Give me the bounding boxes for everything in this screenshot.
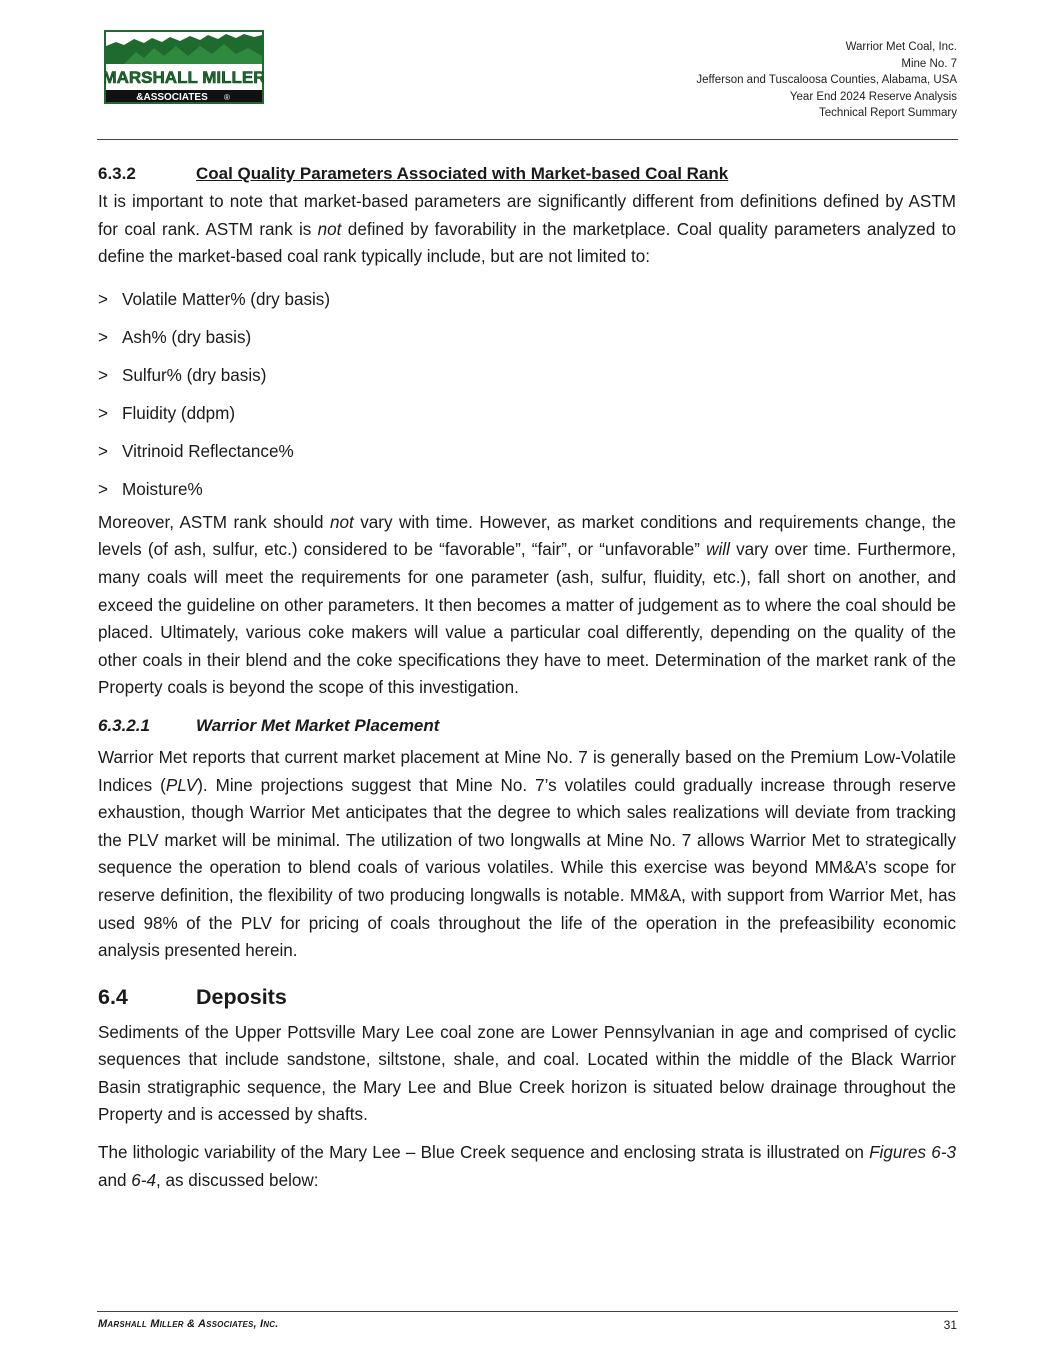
bullet-marker: > [98,479,108,499]
list-item: > Ash% (dry basis) [98,319,956,357]
paragraph-deposits-sediments: Sediments of the Upper Pottsville Mary Lee coal zone are Lower Pennsylvanian in age and comprised of cyclic sequences that include sandstone, siltstone, shale, and coal. Located within the middle of the Black Warrior Basin stratigraphic sequence, the Mary Lee and Blue Creek horizon is situated below drainage throughout the Property and is accessed by shafts. [98,1022,956,1125]
section-title: Deposits [196,984,287,1009]
header-mine: Mine No. 7 [901,57,957,70]
logo-subtext: &ASSOCIATES [136,92,208,103]
section-number: 6.3.2 [98,164,136,183]
paragraph-lithologic-variability: The lithologic variability of the Mary Lee – Blue Creek sequence and enclosing strata is illustrated on Figures 6-3 and 6-4, as discussed below: [98,1143,956,1190]
list-item: > Volatile Matter% (dry basis) [98,281,956,319]
logo-registered-mark: ® [224,93,230,102]
list-item: > Vitrinoid Reflectance% [98,433,956,471]
header-report-type: Technical Report Summary [818,107,957,120]
header-analysis: Year End 2024 Reserve Analysis [789,90,957,103]
section-6-4-heading [98,981,956,1013]
section-6-3-2-heading [98,160,956,188]
list-item: > Sulfur% (dry basis) [98,357,956,395]
bullet-marker: > [98,327,108,347]
footer-company: Marshall Miller & Associates, Inc. [98,1318,279,1330]
page-number: 31 [943,1318,957,1332]
section-6-3-2-1-heading [98,712,956,740]
header-info [696,39,957,122]
list-item: > Fluidity (ddpm) [98,395,956,433]
company-logo [104,30,264,104]
bullet-marker: > [98,403,108,423]
header-divider [97,139,958,140]
paragraph-market-placement: Warrior Met reports that current market placement at Mine No. 7 is generally based on the Premium Low-Volatile Indices (PLV). Mine projections suggest that Mine No. 7’s volatiles could gradually increase through reserve exhaustion, though Warrior Met anticipates that the degree to which sales realizations will deviate from tracking the PLV market will be minimal. The utilization of two longwalls at Mine No. 7 allows Warrior Met to strategically sequence the operation to blend coals of various volatiles. While this exercise was beyond MM&A’s scope for reserve definition, the flexibility of two producing longwalls is notable. MM&A, with support from Warrior Met, has used 98% of the PLV for pricing of coals throughout the life of the operation in the prefeasibility economic analysis presented herein. [98,747,957,961]
section-number: 6.4 [98,984,128,1009]
quality-parameter-list [98,281,956,509]
paragraph-astm-rank: Moreover, ASTM rank should not vary with time. However, as market conditions and requirements change, the levels (of ash, sulfur, etc.) considered to be “favorable”, “fair”, or “unfavorable” will vary over time. Furthermore, many coals will meet the requirements for one parameter (ash, sulfur, fluidity, etc.), fall short on another, and exceed the guideline on other parameters. It then becomes a matter of judgement as to where the coal should be placed. Ultimately, various coke makers will value a particular coal differently, depending on the quality of the other coals in their blend and the coke specifications they have to meet. Determination of the market rank of the Property coals is beyond the scope of this investigation. [98,512,956,698]
logo-wordmark: MARSHALL MILLER [104,68,264,87]
page-content [98,160,956,1194]
header-location: Jefferson and Tuscaloosa Counties, Alabama, USA [696,74,957,87]
bullet-marker: > [98,365,108,385]
paragraph-market-parameters: It is important to note that market-based parameters are significantly different from definitions defined by ASTM for coal rank. ASTM rank is not defined by favorability in the marketplace. Coal quality parameters analyzed to define the market-based coal rank typically include, but are not limited to: [98,192,956,267]
header-company: Warrior Met Coal, Inc. [845,41,957,53]
bullet-marker: > [98,441,108,461]
list-item: > Moisture% [98,471,956,509]
section-number: 6.3.2.1 [98,715,150,735]
section-title: Warrior Met Market Placement [196,715,440,735]
footer-divider [97,1311,958,1312]
section-title: Coal Quality Parameters Associated with Market-based Coal Rank [196,164,729,183]
bullet-marker: > [98,289,108,309]
